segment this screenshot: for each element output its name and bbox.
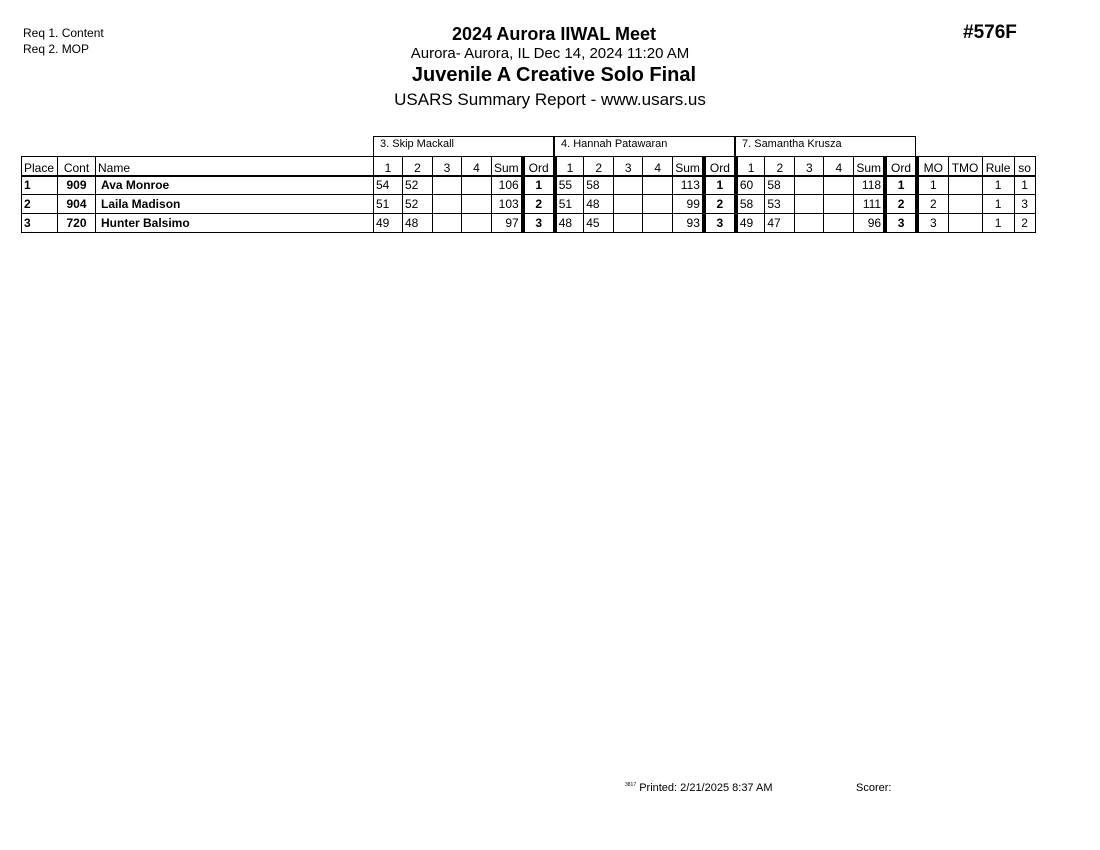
skater-name-cell: Hunter Balsimo <box>96 214 374 233</box>
j2-ord-cell: 1 <box>704 176 736 195</box>
j1-score-2-cell: 52 <box>403 176 433 195</box>
j3-score-4-cell <box>824 195 854 214</box>
j2-score-3-cell <box>614 214 643 233</box>
j3-score-1-cell: 49 <box>736 214 765 233</box>
col-place: Place <box>22 157 58 176</box>
j3-score-3-cell <box>795 214 824 233</box>
col-j3-score-1: 1 <box>736 157 765 176</box>
col-j3-score-3: 3 <box>795 157 824 176</box>
j3-ord-cell: 2 <box>885 195 917 214</box>
j2-ord-cell: 2 <box>704 195 736 214</box>
col-j1-sum: Sum <box>492 157 523 176</box>
j2-sum-cell: 93 <box>673 214 704 233</box>
col-j1-score-1: 1 <box>374 157 403 176</box>
mo-cell: 2 <box>917 195 948 214</box>
col-j3-ord: Ord <box>885 157 917 176</box>
col-j2-score-4: 4 <box>643 157 673 176</box>
printed-timestamp: Printed: 2/21/2025 8:37 AM <box>639 782 773 794</box>
col-j2-sum: Sum <box>673 157 704 176</box>
j1-sum-cell: 103 <box>492 195 523 214</box>
requirement-1: Req 1. Content <box>23 26 104 40</box>
results-table <box>21 156 1036 233</box>
col-j3-score-4: 4 <box>824 157 854 176</box>
so-cell: 3 <box>1014 195 1035 214</box>
mo-cell: 1 <box>917 176 948 195</box>
j1-ord-cell: 2 <box>523 195 555 214</box>
col-j1-ord: Ord <box>523 157 555 176</box>
meet-location-date: Aurora- Aurora, IL Dec 14, 2024 11:20 AM <box>410 45 690 62</box>
j1-score-4-cell <box>462 214 492 233</box>
j3-score-2-cell: 47 <box>765 214 795 233</box>
j1-ord-cell: 1 <box>523 176 555 195</box>
j1-sum-cell: 97 <box>492 214 523 233</box>
mo-cell: 3 <box>917 214 948 233</box>
col-j1-score-3: 3 <box>433 157 462 176</box>
col-mo: MO <box>917 157 948 176</box>
j3-score-2-cell: 53 <box>765 195 795 214</box>
col-j1-score-4: 4 <box>462 157 492 176</box>
tmo-cell <box>948 195 982 214</box>
j2-sum-cell: 113 <box>673 176 704 195</box>
j3-score-1-cell: 60 <box>736 176 765 195</box>
judge-1-header: 3. Skip Mackall <box>373 136 554 156</box>
j2-score-4-cell <box>643 195 673 214</box>
judge-3-header: 7. Samantha Krusza <box>735 136 916 156</box>
meet-title: 2024 Aurora IIWAL Meet <box>451 24 657 44</box>
tmo-cell <box>948 176 982 195</box>
j1-score-3-cell <box>433 195 462 214</box>
event-title: Juvenile A Creative Solo Final <box>411 64 697 86</box>
j3-score-1-cell: 58 <box>736 195 765 214</box>
j1-score-1-cell: 49 <box>374 214 403 233</box>
col-name: Name <box>96 157 374 176</box>
place-cell: 3 <box>22 214 58 233</box>
j1-sum-cell: 106 <box>492 176 523 195</box>
requirement-2: Req 2. MOP <box>23 42 90 56</box>
j1-score-2-cell: 52 <box>403 195 433 214</box>
j2-score-1-cell: 48 <box>555 214 584 233</box>
col-j2-score-2: 2 <box>584 157 614 176</box>
rule-cell: 1 <box>982 214 1014 233</box>
j3-sum-cell: 111 <box>854 195 885 214</box>
j1-score-4-cell <box>462 176 492 195</box>
col-j3-score-2: 2 <box>765 157 795 176</box>
j2-score-2-cell: 58 <box>584 176 614 195</box>
skater-name-cell: Laila Madison <box>96 195 374 214</box>
event-number: #576F <box>963 22 1017 43</box>
contestant-number-cell: 904 <box>58 195 96 214</box>
contestant-number-cell: 909 <box>58 176 96 195</box>
place-cell: 2 <box>22 195 58 214</box>
table-header-row <box>22 157 1036 176</box>
col-rule: Rule <box>982 157 1014 176</box>
so-cell: 1 <box>1014 176 1035 195</box>
skater-name-cell: Ava Monroe <box>96 176 374 195</box>
j3-score-3-cell <box>795 195 824 214</box>
col-j2-score-1: 1 <box>555 157 584 176</box>
j3-score-2-cell: 58 <box>765 176 795 195</box>
report-title: USARS Summary Report - www.usars.us <box>394 90 706 109</box>
j2-score-3-cell <box>614 176 643 195</box>
table-row <box>22 214 1036 233</box>
j1-score-1-cell: 54 <box>374 176 403 195</box>
j2-score-4-cell <box>643 176 673 195</box>
j1-score-2-cell: 48 <box>403 214 433 233</box>
j2-score-4-cell <box>643 214 673 233</box>
j3-score-3-cell <box>795 176 824 195</box>
col-tmo: TMO <box>948 157 982 176</box>
report-code: 3817 <box>625 782 637 788</box>
contestant-number-cell: 720 <box>58 214 96 233</box>
j3-sum-cell: 118 <box>854 176 885 195</box>
j3-sum-cell: 96 <box>854 214 885 233</box>
j2-sum-cell: 99 <box>673 195 704 214</box>
col-j2-score-3: 3 <box>614 157 643 176</box>
col-j1-score-2: 2 <box>403 157 433 176</box>
scorer-label: Scorer: <box>856 782 892 794</box>
j2-score-2-cell: 48 <box>584 195 614 214</box>
print-footer <box>625 782 773 794</box>
j2-score-3-cell <box>614 195 643 214</box>
j1-score-1-cell: 51 <box>374 195 403 214</box>
tmo-cell <box>948 214 982 233</box>
j1-score-3-cell <box>433 214 462 233</box>
col-j2-ord: Ord <box>704 157 736 176</box>
place-cell: 1 <box>22 176 58 195</box>
j1-score-3-cell <box>433 176 462 195</box>
j3-ord-cell: 1 <box>885 176 917 195</box>
col-so: so <box>1014 157 1035 176</box>
j2-score-1-cell: 55 <box>555 176 584 195</box>
col-cont: Cont <box>58 157 96 176</box>
j2-score-2-cell: 45 <box>584 214 614 233</box>
j3-score-4-cell <box>824 214 854 233</box>
so-cell: 2 <box>1014 214 1035 233</box>
table-row <box>22 195 1036 214</box>
j3-score-4-cell <box>824 176 854 195</box>
j3-ord-cell: 3 <box>885 214 917 233</box>
table-row <box>22 176 1036 195</box>
col-j3-sum: Sum <box>854 157 885 176</box>
j1-score-4-cell <box>462 195 492 214</box>
j2-score-1-cell: 51 <box>555 195 584 214</box>
j1-ord-cell: 3 <box>523 214 555 233</box>
j2-ord-cell: 3 <box>704 214 736 233</box>
rule-cell: 1 <box>982 195 1014 214</box>
judge-2-header: 4. Hannah Patawaran <box>554 136 735 156</box>
rule-cell: 1 <box>982 176 1014 195</box>
